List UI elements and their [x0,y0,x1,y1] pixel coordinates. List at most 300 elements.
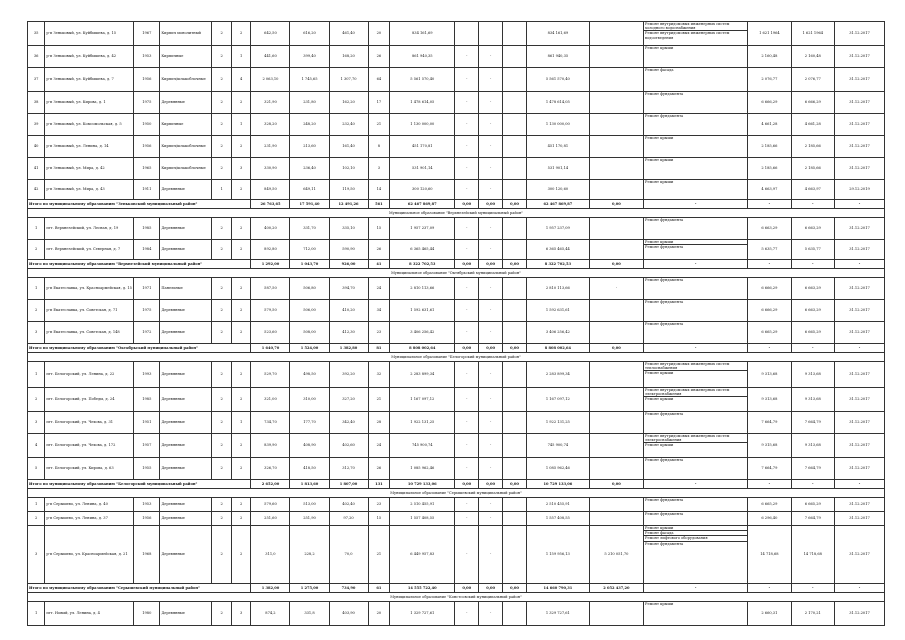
completion-date-cell: 31.12.2017 [834,602,884,626]
work-types-cell [644,434,748,458]
completion-date-cell: 31.12.2017 [834,136,884,158]
fund-local-cell [503,512,527,526]
entrances-cell: 2 [231,434,251,458]
unit-cost-cell: 2 660,31 [748,602,791,626]
total-cost-cell: 1 957 237,09 [390,218,455,240]
total-value: 734,90 [329,584,368,593]
residents-cell: 21 [368,114,390,136]
works-dash: - [644,344,748,353]
max-unit-cost-cell: 7 664,79 [791,412,834,434]
total-cost-cell: 531 901,14 [390,158,455,180]
table-row [28,158,885,180]
fund-federal-cell: - [455,92,479,114]
total-area-cell: 874,2 [251,602,290,626]
completion-date-cell: 31.12.2017 [834,22,884,46]
table-row [28,362,885,388]
works-dash: - [644,480,748,489]
fund-owners-cell: 1 130 000,00 [526,114,589,136]
total-area-cell: 529,70 [251,362,290,388]
work-type-item: Ремонт крыши [645,136,674,140]
table-row [28,498,885,512]
wall-material-cell: Деревянные [160,434,212,458]
fund-owners-cell: 834 161,69 [526,22,589,46]
unit-cost-cell: 6 666,29 [748,92,791,114]
total-value: 0,00 [479,480,503,489]
max-unit-cost-cell: 2 185,66 [791,158,834,180]
address-cell: пгт. Белогорский, ул. Чехова, д. 172 [45,434,134,458]
work-types-cell [644,412,748,434]
address-cell: р-п Зеньковый, ул. Куйбышева, д. 15 [45,22,134,46]
work-types-cell [644,114,748,136]
total-value: 41 [368,260,390,269]
unit-cost-cell: 6 663,29 [748,218,791,240]
living-area-cell: 213,60 [290,136,329,158]
unit-cost-cell: 1 621 1964 [748,22,791,46]
fund-federal-cell: - [455,388,479,412]
fund-local-cell [503,322,527,344]
max-unit-cost-cell: 6 666,29 [791,92,834,114]
row-number: 38 [28,92,45,114]
residential-area-cell: 327,20 [329,388,368,412]
work-type-item: Ремонт фундамента [645,412,684,416]
year-cell: 1975 [134,300,160,322]
wall-material-cell: Деревянные [160,92,212,114]
residential-area-cell: 97,20 [329,512,368,526]
unit-cost-cell: 4 663,97 [748,180,791,200]
fund-local-cell [503,158,527,180]
fund-owners-cell: 1 478 614,05 [526,92,589,114]
total-cost-cell: 1 592 631,61 [390,300,455,322]
wall-material-cell: Кирпич/шлакоблочные [160,68,212,92]
residential-area-cell: 402,40 [329,498,368,512]
wall-material-cell: Деревянные [160,388,212,412]
total-area-cell: 839,90 [251,434,290,458]
residential-area-cell: 590,90 [329,240,368,260]
fund-local-cell [503,498,527,512]
living-area-cell: 513,00 [290,498,329,512]
year-cell: 1985 [134,388,160,412]
completion-date-cell: 31.12.2017 [834,498,884,512]
fund-federal-cell: - [455,278,479,300]
row-number: 3 [28,412,45,434]
fund-other-cell [589,434,643,458]
total-area-cell: 734,70 [251,412,290,434]
fund-owners-cell: 531 901,14 [526,158,589,180]
living-area-cell: 331,70 [290,218,329,240]
fund-regional-cell: - [479,278,503,300]
fund-regional-cell: - [479,92,503,114]
completion-date-cell: 31.12.2017 [834,512,884,526]
p1-dash: - [748,344,791,353]
residential-area-cell: 168,20 [329,46,368,68]
residents-cell: 21 [368,388,390,412]
fund-other-cell [589,388,643,412]
fund-local-cell [503,68,527,92]
table-row [28,526,885,584]
fund-owners-cell: 1 159 956,13 [526,526,589,584]
total-value: 10 729 133,06 [390,480,455,489]
work-type-item: Ремонт крыши [644,526,747,531]
total-area-cell: 330,90 [251,158,290,180]
total-area-cell: 849,50 [251,180,290,200]
floors-cell: 2 [212,498,232,512]
year-cell: 1993 [134,362,160,388]
living-area-cell: 228,2 [290,526,329,584]
floors-cell: 2 [212,458,232,480]
unit-cost-cell: 6 665,29 [748,322,791,344]
fund-local-cell [503,458,527,480]
table-row [28,458,885,480]
year-cell: 1953 [134,498,160,512]
max-unit-cost-cell: 4 661,28 [791,114,834,136]
entrances-cell: 2 [231,526,251,584]
work-type-item: Ремонт внутридомовых инженерных систем электроснабжения [644,434,747,443]
completion-date-cell: 31.12.2017 [834,300,884,322]
living-area-cell: 506,80 [290,278,329,300]
address-cell: р-п Серышево, ул. Ленина, д. 40 [45,498,134,512]
fund-other-cell [589,22,643,46]
floors-cell: 2 [212,136,232,158]
wall-material-cell: Деревянные [160,512,212,526]
total-cost-cell: 6 365 465,44 [390,240,455,260]
address-cell: пгт. Белогорский, ул. Победы, д. 24 [45,388,134,412]
year-cell: 1980 [134,602,160,626]
fund-other-cell [589,218,643,240]
work-type-item: Ремонт крыши [645,443,674,448]
fund-regional-cell: - [479,498,503,512]
living-area-cell: 236,40 [290,158,329,180]
unit-cost-cell: 7 664,79 [748,458,791,480]
address-cell: пгт. Верхнезейский, ул. Лесная, д. 19 [45,218,134,240]
total-label: Итого по муниципальному образованию "Белогорский муниципальный район" [28,480,251,489]
fund-owners-cell: 1 557 408,55 [526,512,589,526]
p2-dash: - [791,344,834,353]
fund-owners-cell: 1 329 727,61 [526,602,589,626]
fund-local-cell [503,180,527,200]
work-type-item: Ремонт фундамента [645,300,684,304]
fund-regional-cell [479,22,503,46]
unit-cost-cell: 7 664,79 [748,412,791,434]
residential-area-cell: 394,70 [329,278,368,300]
fund-other-cell [589,362,643,388]
fund-owners-cell: 300 120,60 [526,180,589,200]
p1-dash: - [748,200,791,209]
residents-cell: 23 [368,498,390,512]
residents-cell: 34 [368,300,390,322]
entrances-cell: 2 [231,512,251,526]
work-type-item: Ремонт внутридомовых инженерных систем электроснабжения [644,388,747,397]
residential-area-cell: 402,60 [329,434,368,458]
work-type-item: Ремонт фундамента [645,114,684,118]
total-value: 1 382,80 [329,344,368,353]
total-value: 10 729 133,06 [526,480,589,489]
table-row [28,602,885,626]
total-area-cell: 587,50 [251,278,290,300]
total-value: 8 808 002,64 [390,344,455,353]
residents-cell: 24 [368,278,390,300]
wall-material-cell: Деревянные [160,526,212,584]
max-unit-cost-cell: 6 665,29 [791,498,834,512]
total-value: 0,00 [503,200,527,209]
works-dash: - [644,584,748,593]
work-type-item: Ремонт фундамента [645,278,684,282]
completion-date-cell: 31.12.2017 [834,362,884,388]
work-types-cell [644,498,748,512]
table-row [28,46,885,68]
year-cell: 1984 [134,240,160,260]
work-type-item: Ремонт фасада [645,68,674,72]
total-value: 81 [368,344,390,353]
residential-area-cell: 70,0 [329,526,368,584]
address-cell: р-п Зеньковый, ул. Комсомольская, д. 5 [45,114,134,136]
fund-local-cell [503,300,527,322]
floors-cell: 2 [212,300,232,322]
fund-other-cell [589,68,643,92]
row-number: 39 [28,114,45,136]
fund-other-cell [589,180,643,200]
wall-material-cell: Деревянные [160,180,212,200]
residents-cell: 26 [368,458,390,480]
total-area-cell: 441,60 [251,46,290,68]
unit-cost-cell: 2 160,48 [748,46,791,68]
row-number: 40 [28,136,45,158]
completion-date-cell: 31.12.2017 [834,240,884,260]
fund-local-cell [503,526,527,584]
table-row [28,278,885,300]
fund-regional-cell: - [479,300,503,322]
max-unit-cost-cell: 2 170,21 [791,602,834,626]
work-types-cell [644,388,748,412]
floors-cell: 2 [212,362,232,388]
fund-local-cell [503,92,527,114]
work-types-cell [644,218,748,240]
work-types-cell [644,278,748,300]
wall-material-cell: Кирпич/шлакоблочные [160,158,212,180]
max-unit-cost-cell: 6 663,29 [791,278,834,300]
max-unit-cost-cell: 6 663,29 [791,218,834,240]
total-label: Итого по муниципальному образованию "Серышевский муниципальный район" [28,584,251,593]
completion-date-cell: 31.12.2017 [834,46,884,68]
table-row [28,300,885,322]
total-value: 62 467 869,87 [390,200,455,209]
fund-owners-cell: 1 957 237,09 [526,218,589,240]
floors-cell: 2 [212,602,232,626]
fund-federal-cell: - [455,300,479,322]
fund-other-cell [589,498,643,512]
total-value: 1 807,00 [329,480,368,489]
table-body [28,22,885,626]
wall-material-cell: Деревянные [160,362,212,388]
municipality-section-row [28,489,885,498]
work-type-item: Ремонт фасада [644,531,747,536]
municipality-section-row [28,209,885,218]
work-type-item: Ремонт крыши [644,240,747,245]
municipality-total-row [28,260,885,269]
fund-regional-cell: - [479,322,503,344]
entrances-cell: 2 [231,362,251,388]
wall-material-cell: Кирпич/шлакоблочные [160,136,212,158]
unit-cost-cell: 6 665,29 [748,498,791,512]
floors-cell: 2 [212,92,232,114]
work-type-item: Ремонт лифтового оборудования [644,536,747,541]
table-row [28,240,885,260]
max-unit-cost-cell: 9 313,68 [791,434,834,458]
residential-area-cell: 162,20 [329,92,368,114]
fund-federal-cell: - [455,412,479,434]
row-number: 1 [28,218,45,240]
p2-dash: - [791,584,834,593]
total-value: 17 591,40 [290,200,329,209]
total-area-cell: 579,50 [251,300,290,322]
total-area-cell: 311,0 [251,526,290,584]
max-unit-cost-cell: 9 313,68 [791,388,834,412]
total-area-cell: 321,90 [251,92,290,114]
table-row [28,68,885,92]
floors-cell: 2 [212,218,232,240]
living-area-cell: 616,20 [290,22,329,46]
total-value: 8 322 702,53 [390,260,455,269]
fund-federal-cell: - [455,362,479,388]
address-cell: пгт. Верхнезейский, ул. Северная, д. 7 [45,240,134,260]
total-area-cell: 251,60 [251,512,290,526]
total-value: 2 652,00 [251,480,290,489]
address-cell: р-п Екатеславка, ул. Красноармейская, д. 15 [45,278,134,300]
total-value: 62 467 869,87 [526,200,589,209]
work-types-cell [644,240,748,260]
work-types-cell [644,512,748,526]
residents-cell: 26 [368,240,390,260]
fund-owners-cell: 1 922 131,25 [526,412,589,434]
residential-area-cell: 392,20 [329,362,368,388]
work-type-item: Ремонт крыши [645,158,674,162]
fund-regional-cell: - [479,68,503,92]
work-type-item: Ремонт крыши [645,46,674,50]
fund-other-cell [589,136,643,158]
table-row [28,114,885,136]
fund-other-cell: 5 210 051,70 [589,526,643,584]
unit-cost-cell: 9 313,68 [748,362,791,388]
fund-other-cell [589,46,643,68]
table-row [28,412,885,434]
living-area-cell: 506,00 [290,300,329,322]
wall-material-cell: Деревянные [160,412,212,434]
year-cell: 1968 [134,526,160,584]
fund-regional-cell: - [479,512,503,526]
fund-local-cell [503,46,527,68]
total-value: 0,00 [503,344,527,353]
row-number: 1 [28,278,45,300]
total-cost-cell: 451 170,81 [390,136,455,158]
residents-cell: 32 [368,362,390,388]
total-value: 0,00 [479,584,503,593]
fund-regional-cell: - [479,434,503,458]
fund-other-cell [589,602,643,626]
completion-date-cell: 31.12.2017 [834,412,884,434]
total-value: 131 [368,480,390,489]
total-cost-cell: 834 161,69 [390,22,455,46]
total-value: 1 043,70 [290,260,329,269]
unit-cost-cell: 9 313,68 [748,388,791,412]
fund-federal-cell: - [455,114,479,136]
total-value: 0,00 [455,260,479,269]
table-row [28,434,885,458]
fund-owners-cell: 3 406 256,42 [526,322,589,344]
total-area-cell: 642,50 [251,22,290,46]
max-unit-cost-cell: 14 718,68 [791,526,834,584]
fund-other-cell [589,240,643,260]
entrances-cell: 2 [231,322,251,344]
residential-area-cell: 342,40 [329,412,368,434]
fund-other-cell [589,92,643,114]
fund-owners-cell: 745 900,74 [526,434,589,458]
total-value: 8 808 002,64 [526,344,589,353]
living-area-cell: 177,70 [290,412,329,434]
row-number: 3 [28,322,45,344]
completion-date-cell: 31.12.2017 [834,68,884,92]
work-type-item: Ремонт внутридомовых инженерных систем водоотведения [645,31,730,40]
total-value: 0,00 [455,480,479,489]
work-types-cell [644,458,748,480]
date-dash: - [834,480,884,489]
total-cost-cell: 2 283 899,34 [390,362,455,388]
entrances-cell: 2 [231,300,251,322]
row-number: 2 [28,388,45,412]
total-value: 561 [368,200,390,209]
wall-material-cell: Деревянные [160,240,212,260]
work-types-cell [644,68,748,92]
fund-owners-cell: 2 283 899,34 [526,362,589,388]
unit-cost-cell: 9 315,68 [748,434,791,458]
living-area-cell: 331,8 [290,602,329,626]
living-area-cell: 508,00 [290,322,329,344]
entrances-cell: 2 [231,240,251,260]
residential-area-cell: 461,40 [329,22,368,46]
fund-regional-cell: - [479,180,503,200]
total-value: 0,00 [589,200,643,209]
residents-cell: 20 [368,602,390,626]
residents-cell: 17 [368,92,390,114]
p1-dash: - [748,480,791,489]
unit-cost-cell: 5 635,77 [748,240,791,260]
living-area-cell: 248,20 [290,114,329,136]
fund-regional-cell: - [479,46,503,68]
year-cell: 1975 [134,92,160,114]
work-type-item: Ремонт фундамента [645,458,684,462]
residents-cell: 15 [368,512,390,526]
completion-date-cell: 31.12.2017 [834,458,884,480]
table-row [28,136,885,158]
fund-owners-cell: 2 810 113,66 [526,278,589,300]
fund-local-cell [503,412,527,434]
address-cell: р-п Зеньковый, ул. Кирова, д. 1 [45,92,134,114]
year-cell: 1953 [134,46,160,68]
living-area-cell: 399,40 [290,46,329,68]
fund-federal-cell: - [455,498,479,512]
total-value: 0,00 [503,480,527,489]
max-unit-cost-cell: 4 663,97 [791,180,834,200]
fund-owners-cell: 451 170,81 [526,136,589,158]
completion-date-cell: 29.12.2019 [834,180,884,200]
row-number: 1 [28,602,45,626]
fund-regional-cell: - [479,388,503,412]
completion-date-cell: 31.12.2017 [834,278,884,300]
total-area-cell: 326,70 [251,458,290,480]
floors-cell: 2 [212,512,232,526]
floors-cell: 2 [212,322,232,344]
living-area-cell: 649,11 [290,180,329,200]
total-cost-cell: 1 167 097,12 [390,388,455,412]
unit-cost-cell: 2 185,66 [748,158,791,180]
